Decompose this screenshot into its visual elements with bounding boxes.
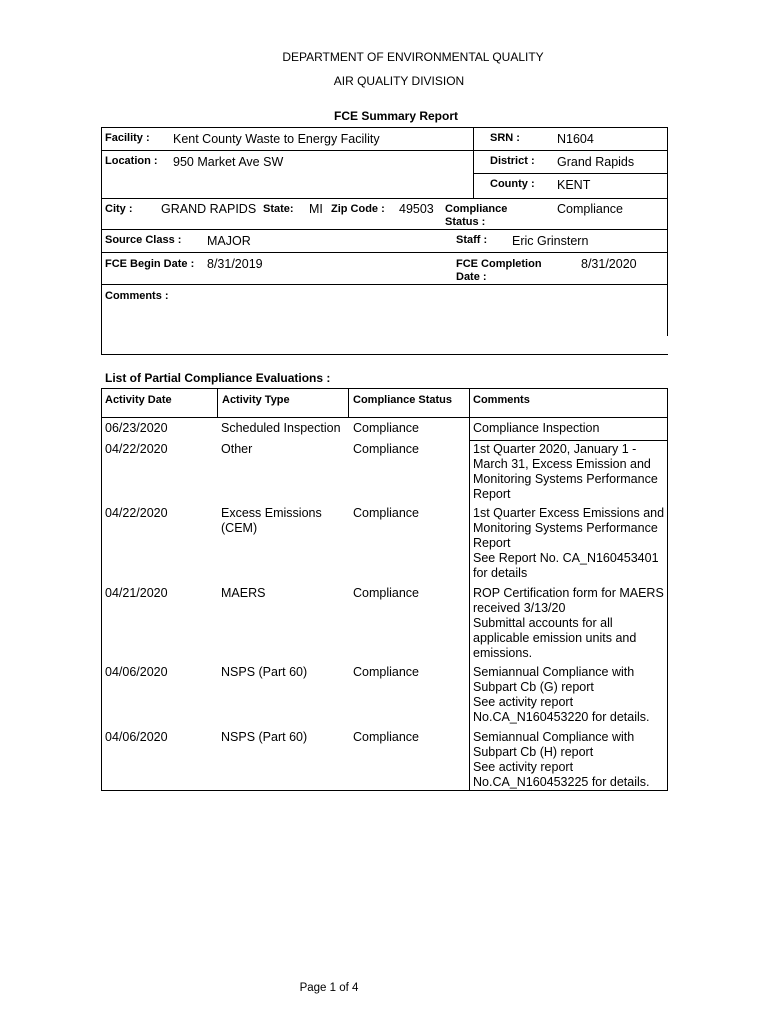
staff-value: Eric Grinstern [512, 234, 589, 248]
activity-date-cell: 06/23/2020 [105, 421, 168, 435]
comments-cell: 1st Quarter 2020, January 1 - March 31, Excess Emission and Monitoring Systems Performance Report [473, 442, 658, 501]
page-number: Page 1 of 4 [299, 982, 359, 994]
facility-value: Kent County Waste to Energy Facility [173, 132, 380, 146]
fce-completion-value: 8/31/2020 [581, 257, 637, 271]
summary-divider [101, 284, 668, 285]
location-label: Location : [105, 155, 158, 167]
summary-divider [101, 198, 668, 199]
report-title: FCE Summary Report [333, 109, 459, 123]
summary-top-border [101, 127, 668, 128]
comments-cell: Semiannual Compliance with Subpart Cb (H) report See activity report No.CA_N160453225 for details. [473, 730, 650, 789]
column-header-compliance-status: Compliance Status [353, 394, 453, 406]
compliance-status-cell: Compliance [353, 586, 420, 600]
fce-completion-label-2: Date : [456, 271, 487, 283]
facility-label: Facility : [105, 132, 150, 144]
summary-divider [101, 229, 668, 230]
county-label: County : [490, 178, 535, 190]
comments-cell: 1st Quarter Excess Emissions and Monitoring Systems Performance Report See Report No. CA_N160453401 for details [473, 506, 665, 580]
activity-type-cell: Scheduled Inspection [221, 421, 341, 435]
activity-date-cell: 04/21/2020 [105, 586, 168, 600]
column-header-comments: Comments [473, 394, 530, 406]
zip-label: Zip Code : [331, 203, 385, 215]
county-value: KENT [557, 178, 591, 192]
comments-label: Comments : [105, 290, 169, 302]
column-header-activity-type: Activity Type [222, 394, 290, 406]
comments-cell: Compliance Inspection [473, 421, 600, 435]
source-class-value: MAJOR [207, 234, 251, 248]
district-label: District : [490, 155, 535, 167]
activity-date-cell: 04/22/2020 [105, 506, 168, 520]
compliance-status-cell: Compliance [353, 421, 420, 435]
comments-cell: Semiannual Compliance with Subpart Cb (G) report See activity report No.CA_N160453220 for details. [473, 665, 650, 724]
srn-value: N1604 [557, 132, 594, 146]
summary-left-border [101, 127, 102, 355]
activity-type-cell: MAERS [221, 586, 266, 600]
compliance-status-label-2: Status : [445, 216, 486, 228]
staff-label: Staff : [456, 234, 488, 246]
activity-type-cell: NSPS (Part 60) [221, 665, 308, 679]
summary-divider [101, 150, 668, 151]
city-value: GRAND RAPIDS [161, 202, 257, 216]
comments-cell: ROP Certification form for MAERS received 3/13/20 Submittal accounts for all applicable emission units and emissions. [473, 586, 664, 660]
district-value: Grand Rapids [557, 155, 635, 169]
pce-list-title: List of Partial Compliance Evaluations : [105, 371, 331, 385]
column-header-activity-date: Activity Date [105, 394, 172, 406]
compliance-status-cell: Compliance [353, 442, 420, 456]
location-value: 950 Market Ave SW [173, 155, 284, 169]
state-value: MI [309, 202, 323, 216]
city-label: City : [105, 203, 133, 215]
division-heading: AIR QUALITY DIVISION [333, 74, 465, 88]
state-label: State: [263, 203, 294, 215]
activity-date-cell: 04/06/2020 [105, 730, 168, 744]
summary-divider-vertical [473, 127, 474, 199]
activity-type-cell: Excess Emissions (CEM) [221, 506, 322, 535]
zip-value: 49503 [399, 202, 434, 216]
activity-date-cell: 04/06/2020 [105, 665, 168, 679]
source-class-label: Source Class : [105, 234, 182, 246]
fce-begin-value: 8/31/2019 [207, 257, 263, 271]
summary-divider [473, 173, 668, 174]
compliance-status-value: Compliance [557, 202, 624, 216]
fce-begin-label: FCE Begin Date : [105, 258, 195, 270]
compliance-status-cell: Compliance [353, 665, 420, 679]
department-heading: DEPARTMENT OF ENVIRONMENTAL QUALITY [282, 50, 544, 64]
compliance-status-label: Compliance [445, 203, 508, 215]
srn-label: SRN : [490, 132, 520, 144]
activity-type-cell: Other [221, 442, 253, 456]
fce-completion-label: FCE Completion [456, 258, 542, 270]
summary-right-border [667, 127, 668, 336]
activity-date-cell: 04/22/2020 [105, 442, 168, 456]
compliance-status-cell: Compliance [353, 506, 420, 520]
compliance-status-cell: Compliance [353, 730, 420, 744]
activity-type-cell: NSPS (Part 60) [221, 730, 308, 744]
summary-bottom-border [101, 354, 668, 355]
summary-divider [101, 252, 668, 253]
